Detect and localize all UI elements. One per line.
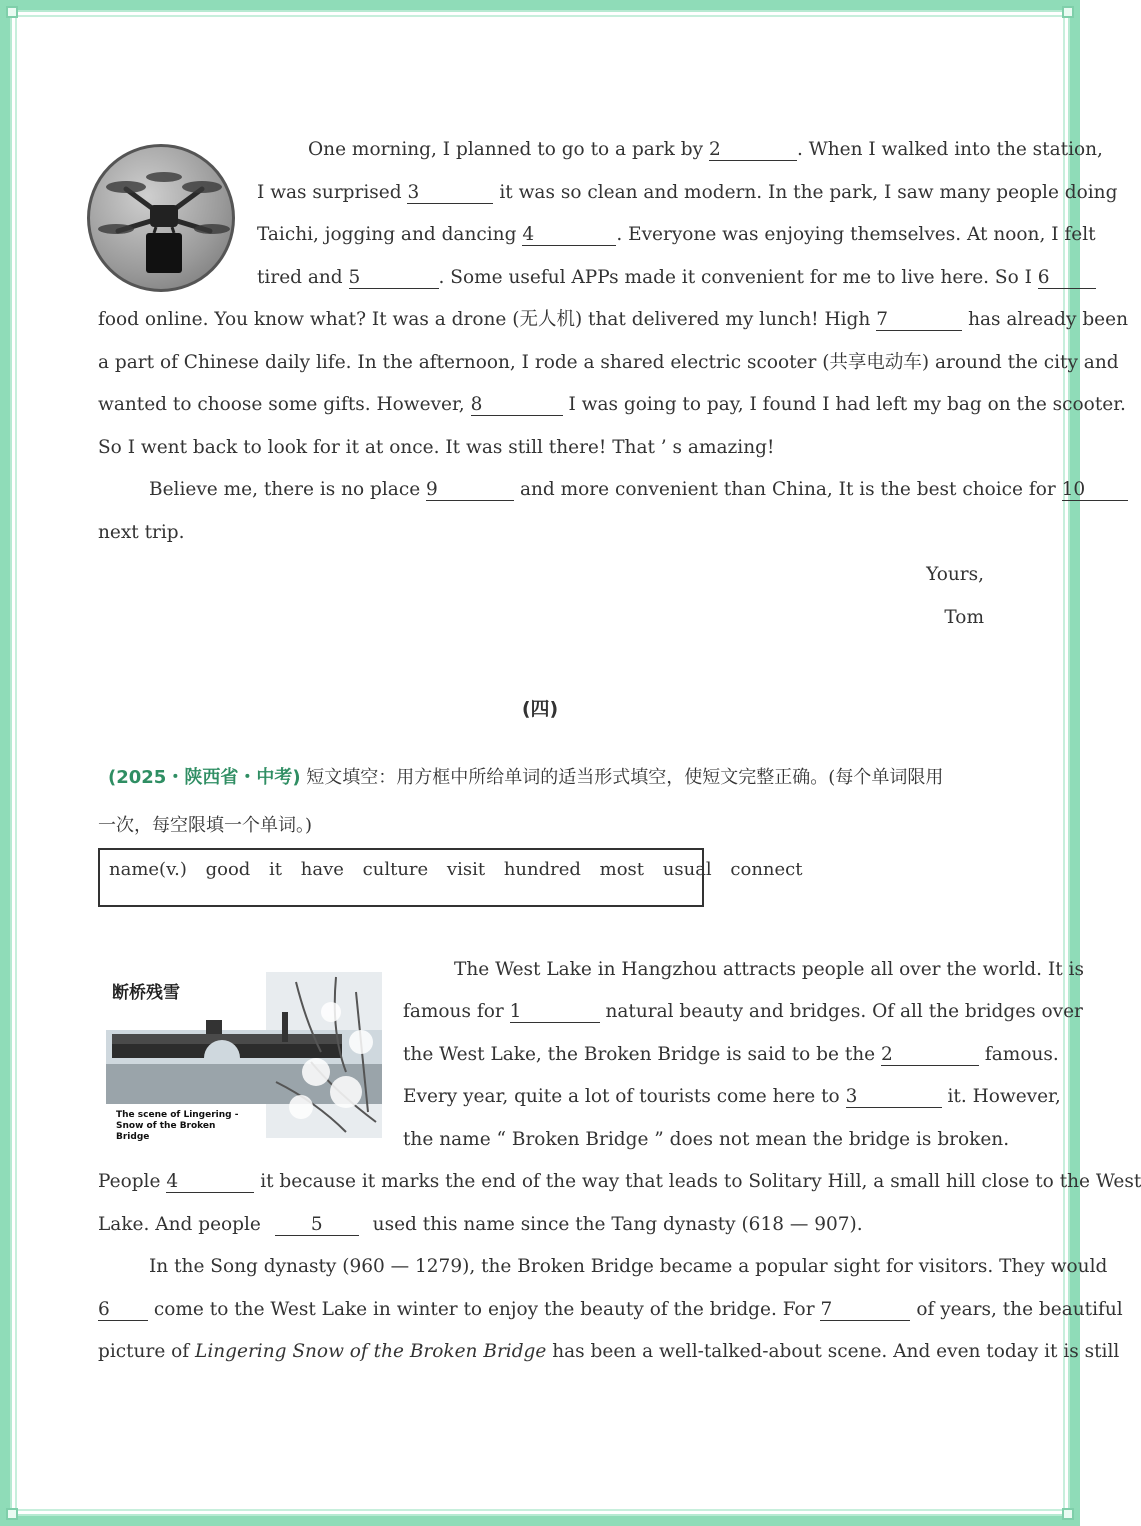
answer-blank[interactable]: 4 [166,1172,254,1193]
passage-line: tired and 5 . Some useful APPs made it convenient for me to live here. So I 6 [257,267,993,289]
answer-blank[interactable]: 3 [846,1087,942,1108]
answer-blank[interactable]: 5 [275,1215,359,1236]
answer-blank[interactable]: 8 [471,395,563,416]
passage-line: wanted to choose some gifts. However, 8 I was going to pay, I found I had left my bag on the scooter. [98,394,1126,415]
word-list [109,859,803,881]
instruction-line: 一次，每空限填一个单词。) [98,815,313,836]
letter-signature: Tom [944,607,984,628]
word-option: usual [662,859,712,880]
passage-line: Believe me, there is no place 9 and more convenient than China, It is the best choice for 10 [149,479,993,501]
letter-closing: Yours, [926,564,984,585]
word-box [98,848,803,907]
word-option: good [205,859,251,880]
word-option: most [599,859,645,880]
instruction-line [108,766,984,790]
answer-blank[interactable]: 2 [709,140,797,161]
word-option: hundred [503,859,581,880]
answer-blank[interactable]: 4 [522,225,616,246]
word-option: have [300,859,344,880]
passage-line: the name “ Broken Bridge ” does not mean the bridge is broken. [403,1129,1010,1150]
word-option: visit [446,859,486,880]
passage-line: food online. You know what? It was a drone (无人机) that delivered my lunch! High 7 has already been [98,309,1128,330]
passage-line: a part of Chinese daily life. In the afternoon, I rode a shared electric scooter (共享电动车) around the city and [98,352,1119,373]
passage-line: People 4 it because it marks the end of the way that leads to Solitary Hill, a small hill close to the West [98,1171,1141,1192]
corner-ornament [6,6,18,18]
passage-line: Every year, quite a lot of tourists come here to 3 it. However, [403,1086,1061,1107]
passage-line: 6 come to the West Lake in winter to enjoy the beauty of the bridge. For 7 of years, the beautiful [98,1299,1123,1320]
corner-ornament [6,1508,18,1520]
answer-blank[interactable]: 7 [820,1300,910,1321]
corner-ornament [1062,6,1074,18]
word-option: connect [730,859,803,880]
word-option: culture [362,859,429,880]
broken-bridge-image [106,972,382,1142]
answer-blank[interactable]: 5 [349,268,439,289]
answer-blank[interactable]: 3 [407,183,493,204]
section-title: (四) [521,698,559,720]
passage-line: picture of Lingering Snow of the Broken Bridge has been a well-talked-about scene. And even today it is still [98,1341,1120,1362]
passage-line: So I went back to look for it at once. It was still there! That ’ s amazing! [98,437,775,458]
answer-blank[interactable]: 6 [98,1300,148,1321]
passage-line: Taichi, jogging and dancing 4 . Everyone was enjoying themselves. At noon, I felt [257,224,1096,245]
passage-line: the West Lake, the Broken Bridge is said to be the 2 famous. [403,1044,1059,1065]
corner-ornament [1062,1508,1074,1520]
answer-blank[interactable]: 9 [426,480,514,501]
word-option: name(v.) [109,859,187,880]
passage-line: famous for 1 natural beauty and bridges. Of all the bridges over [403,1001,1083,1022]
image-caption-title: 断桥残雪 [112,983,180,1003]
answer-blank[interactable]: 2 [881,1045,979,1066]
passage-line: next trip. [98,522,185,543]
answer-blank[interactable]: 6 [1038,268,1096,289]
answer-blank[interactable]: 10 [1062,480,1128,501]
image-caption-sub: The scene of Lingering - Snow of the Broken Bridge [116,1110,239,1142]
drone-image [87,144,235,292]
passage-line: The West Lake in Hangzhou attracts people all over the world. It is [454,959,1084,980]
passage-line: One morning, I planned to go to a park by 2 . When I walked into the station, [308,139,1103,160]
instruction-text: 短文填空：用方框中所给单词的适当形式填空，使短文完整正确。(每个单词限用 [306,767,944,788]
answer-blank[interactable]: 1 [510,1002,600,1023]
word-option: it [269,859,283,880]
question-source: (2025・陕西省・中考) [108,767,301,788]
answer-blank[interactable]: 7 [876,310,962,331]
passage-line: I was surprised 3 it was so clean and modern. In the park, I saw many people doing [257,182,1118,203]
italic-title: Lingering Snow of the Broken Bridge [195,1341,547,1362]
passage-line: In the Song dynasty (960 — 1279), the Broken Bridge became a popular sight for visitors. They would [149,1256,1108,1277]
passage-line: Lake. And people 5 used this name since the Tang dynasty (618 — 907). [98,1214,863,1235]
